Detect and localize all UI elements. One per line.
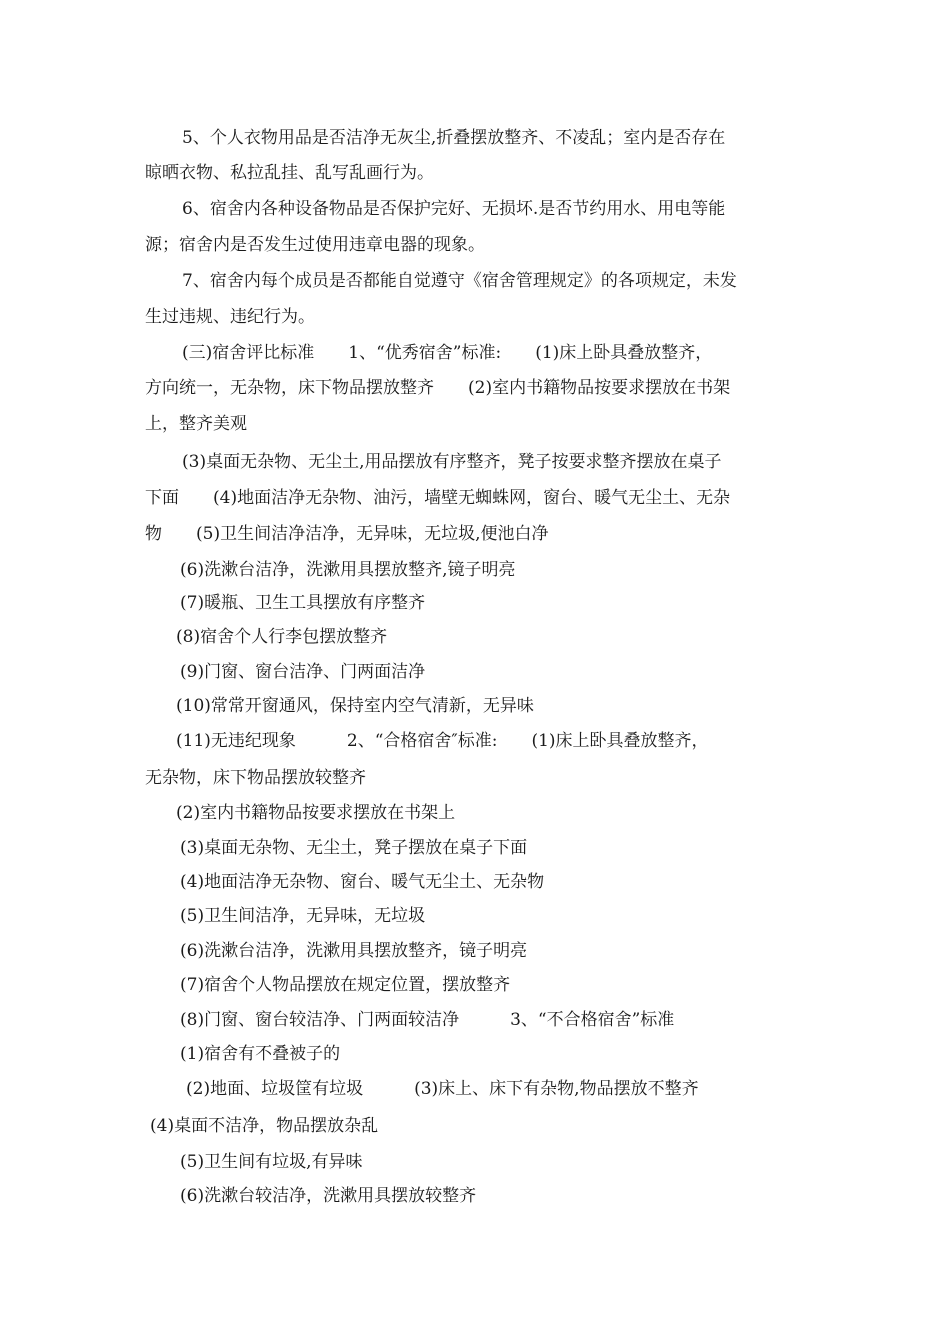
text-line: (6)洗漱台较洁净，洗漱用具摆放较整齐 xyxy=(180,1186,477,1206)
text-line: (4)桌面不洁净，物品摆放杂乱 xyxy=(150,1116,379,1136)
text-line: (5)卫生间有垃圾,有异味 xyxy=(180,1152,363,1172)
text-line: (3)桌面无杂物、无尘土,用品摆放有序整齐，凳子按要求整齐摆放在桌子 xyxy=(182,452,722,472)
text-line: 6、宿舍内各种设备物品是否保护完好、无损坏.是否节约用水、用电等能 xyxy=(182,199,726,219)
text-line: (7)暖瓶、卫生工具摆放有序整齐 xyxy=(180,593,426,613)
text-line: 上，整齐美观 xyxy=(145,414,247,434)
text-line: 无杂物，床下物品摆放较整齐 xyxy=(145,768,366,788)
text-line: 7、宿舍内每个成员是否都能自觉遵守《宿舍管理规定》的各项规定，未发 xyxy=(182,271,737,291)
text-line: (6)洗漱台洁净，洗漱用具摆放整齐，镜子明亮 xyxy=(180,941,528,961)
text-line: (1)宿舍有不叠被子的 xyxy=(180,1044,341,1064)
text-line: (4)地面洁净无杂物、窗台、暖气无尘土、无杂物 xyxy=(180,872,545,892)
text-line: (8)宿舍个人行李包摆放整齐 xyxy=(176,627,388,647)
text-line: (9)门窗、窗台洁净、门两面洁净 xyxy=(180,662,426,682)
text-line: 方向统一，无杂物，床下物品摆放整齐 (2)室内书籍物品按要求摆放在书架 xyxy=(145,378,731,398)
text-line: (2)地面、垃圾筐有垃圾 (3)床上、床下有杂物,物品摆放不整齐 xyxy=(186,1079,699,1099)
text-line: 物 (5)卫生间洁净洁净，无异味，无垃圾,便池白净 xyxy=(145,524,549,544)
text-line: (3)桌面无杂物、无尘土，凳子摆放在桌子下面 xyxy=(180,838,528,858)
text-line: (三)宿舍评比标准 1、“优秀宿舍”标准: (1)床上卧具叠放整齐， xyxy=(182,343,713,363)
text-line: (11)无违纪现象 2、“合格宿舍″标准: (1)床上卧具叠放整齐， xyxy=(176,731,709,751)
text-line: 生过违规、违纪行为。 xyxy=(145,307,315,327)
text-line: 5、个人衣物用品是否洁净无灰尘,折叠摆放整齐、不凌乱；室内是否存在 xyxy=(182,128,726,148)
text-line: (5)卫生间洁净，无异味，无垃圾 xyxy=(180,906,426,926)
text-line: (6)洗漱台洁净，洗漱用具摆放整齐,镜子明亮 xyxy=(180,560,516,580)
text-line: 下面 (4)地面洁净无杂物、油污，墙壁无蜘蛛网，窗台、暖气无尘土、无杂 xyxy=(145,488,731,508)
text-line: (10)常常开窗通风，保持室内空气清新，无异味 xyxy=(176,696,534,716)
text-line: (7)宿舍个人物品摆放在规定位置，摆放整齐 xyxy=(180,975,511,995)
text-line: (2)室内书籍物品按要求摆放在书架上 xyxy=(176,803,456,823)
text-line: (8)门窗、窗台较洁净、门两面较洁净 3、“不合格宿舍”标准 xyxy=(180,1010,675,1030)
text-line: 晾晒衣物、私拉乱挂、乱写乱画行为。 xyxy=(145,163,434,183)
text-line: 源；宿舍内是否发生过使用违章电器的现象。 xyxy=(145,235,485,255)
